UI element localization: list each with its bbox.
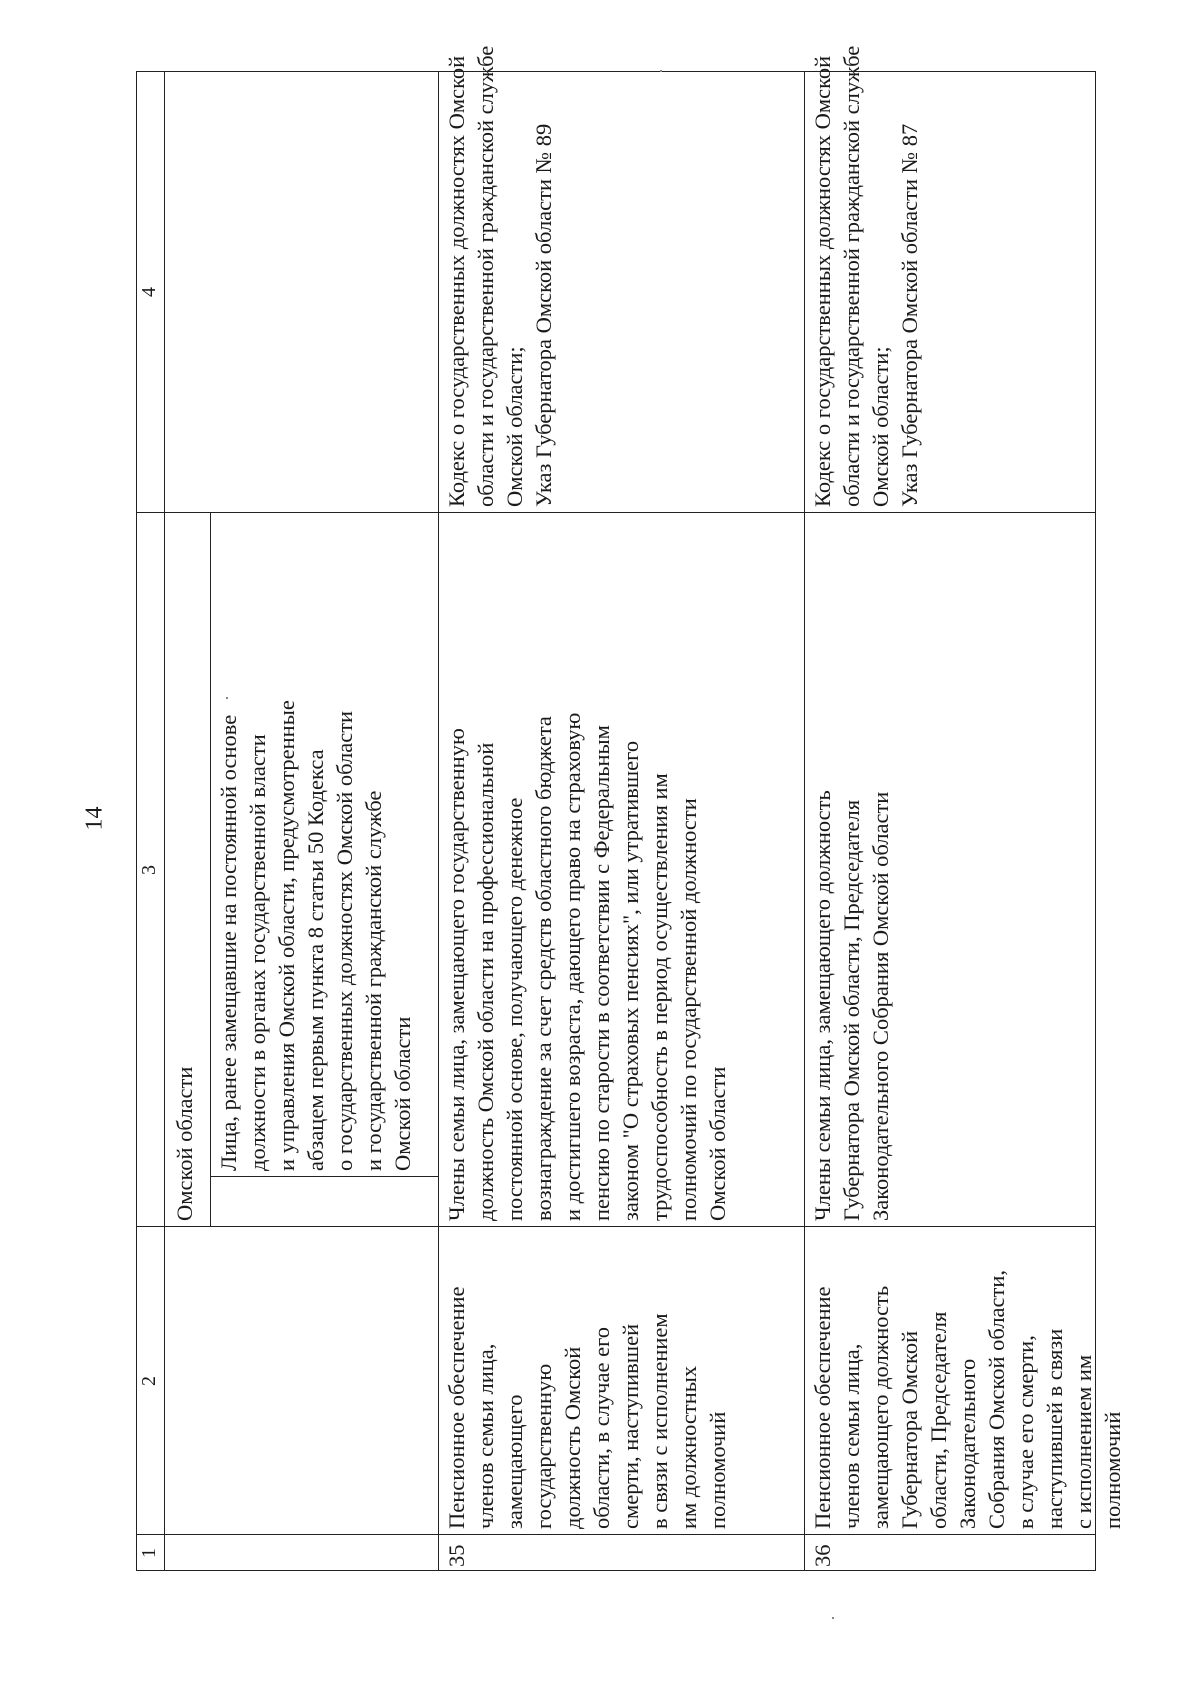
scan-speck xyxy=(660,70,662,72)
service-line: замещающего xyxy=(502,1394,527,1529)
header-col-1: 1 xyxy=(138,1548,160,1558)
row-35-legal-basis xyxy=(442,45,558,507)
service-line: Губернатора Омской xyxy=(897,1330,922,1529)
subrow-separator xyxy=(210,513,211,1227)
page-number: 14 xyxy=(81,806,108,831)
header-col-3: 3 xyxy=(138,865,160,875)
service-line: полномочий xyxy=(1100,1411,1125,1529)
continuation-line: о государственных должностях Омской области xyxy=(332,710,357,1171)
continuation-line: Омской области xyxy=(390,1016,415,1171)
legal-basis-line: Указ Губернатора Омской области № 89 xyxy=(531,123,556,507)
continuation-line: и государственной гражданской службе xyxy=(361,790,386,1171)
continuation-line: Лица, ранее замещавшие на постоянной основе xyxy=(216,714,241,1171)
legal-basis-line: Кодекс о государственных должностях Омской xyxy=(444,55,469,507)
continuation-line: должности в органах государственной власти xyxy=(245,734,270,1171)
rotated-table-page xyxy=(136,45,1126,1571)
service-line: области, в случае его xyxy=(589,1327,614,1529)
row-36-recipients xyxy=(808,515,895,1221)
legal-basis-line: Указ Губернатора Омской области № 87 xyxy=(897,123,922,507)
legal-basis-line: области и государственной гражданской службе xyxy=(839,45,864,507)
service-line: смерти, наступившей xyxy=(618,1323,643,1529)
recipients-line: законом "О страховых пенсиях", или утратившего xyxy=(618,740,643,1221)
service-line: полномочий xyxy=(705,1411,730,1529)
service-line: области, Председателя xyxy=(926,1311,951,1529)
subcol-separator xyxy=(210,1176,438,1177)
service-line: с исполнением им xyxy=(1071,1354,1096,1529)
header-col-2: 2 xyxy=(138,1376,160,1386)
service-line: наступившей в связи xyxy=(1042,1328,1067,1529)
scan-speck xyxy=(832,1617,834,1619)
row-36-number: 36 xyxy=(810,1544,835,1567)
row-35-number: 35 xyxy=(444,1544,469,1567)
col-separator-3-4 xyxy=(136,512,1096,513)
service-line: государственную xyxy=(531,1363,556,1529)
recipients-line: Члены семьи лица, замещающего должность xyxy=(810,790,835,1221)
header-separator xyxy=(164,71,165,1571)
row-separator-35 xyxy=(438,71,439,1571)
legal-basis-line: Омской области; xyxy=(502,346,527,507)
row-36-service xyxy=(808,1229,1127,1529)
scan-speck xyxy=(226,697,228,699)
recipients-line: должность Омской области на профессиональной xyxy=(473,742,498,1221)
service-line: в случае его смерти, xyxy=(1013,1335,1038,1529)
row-35-service xyxy=(442,1229,732,1529)
col-separator-2-3 xyxy=(136,1226,1096,1227)
recipients-line: вознаграждение за счет средств областного бюджета xyxy=(531,716,556,1221)
recipients-line: Губернатора Омской области, Председателя xyxy=(839,799,864,1221)
continuation-col3-top xyxy=(170,521,199,1221)
col-separator-1-2 xyxy=(136,1534,1096,1535)
header-col-4: 4 xyxy=(138,287,160,297)
service-line: членов семьи лица, xyxy=(839,1343,864,1529)
continuation-line: абзацем первым пункта 8 статьи 50 Кодекса xyxy=(303,749,328,1171)
legal-basis-line: Кодекс о государственных должностях Омской xyxy=(810,55,835,507)
recipients-line: трудоспособность в период осуществления им xyxy=(647,773,672,1221)
continuation-line: Омской области xyxy=(172,1066,197,1221)
service-line: должность Омской xyxy=(560,1346,585,1529)
recipients-line: и достигшего возраста, дающего право на страховую xyxy=(560,712,585,1221)
row-separator-36 xyxy=(804,71,805,1571)
recipients-line: пенсию по старости в соответствии с Федеральным xyxy=(589,725,614,1221)
service-line: в связи с исполнением xyxy=(647,1313,672,1529)
recipients-line: Члены семьи лица, замещающего государственную xyxy=(444,728,469,1221)
continuation-col3-sub xyxy=(214,517,417,1171)
service-line: Законодательного xyxy=(955,1358,980,1529)
recipients-line: Законодательного Собрания Омской области xyxy=(868,791,893,1221)
continuation-line: и управления Омской области, предусмотренные xyxy=(274,700,299,1171)
row-35-recipients xyxy=(442,515,732,1221)
service-line: Собрания Омской области, xyxy=(984,1269,1009,1529)
service-line: членов семьи лица, xyxy=(473,1343,498,1529)
service-line: Пенсионное обеспечение xyxy=(444,1286,469,1529)
recipients-line: полномочий по государственной должности xyxy=(676,798,701,1221)
service-line: им должностных xyxy=(676,1365,701,1529)
service-line: замещающего должность xyxy=(868,1285,893,1529)
row-36-legal-basis xyxy=(808,45,924,507)
legal-basis-line: области и государственной гражданской службе xyxy=(473,45,498,507)
recipients-line: постоянной основе, получающего денежное xyxy=(502,797,527,1221)
legal-basis-line: Омской области; xyxy=(868,346,893,507)
service-line: Пенсионное обеспечение xyxy=(810,1286,835,1529)
recipients-line: Омской области xyxy=(705,1066,730,1221)
